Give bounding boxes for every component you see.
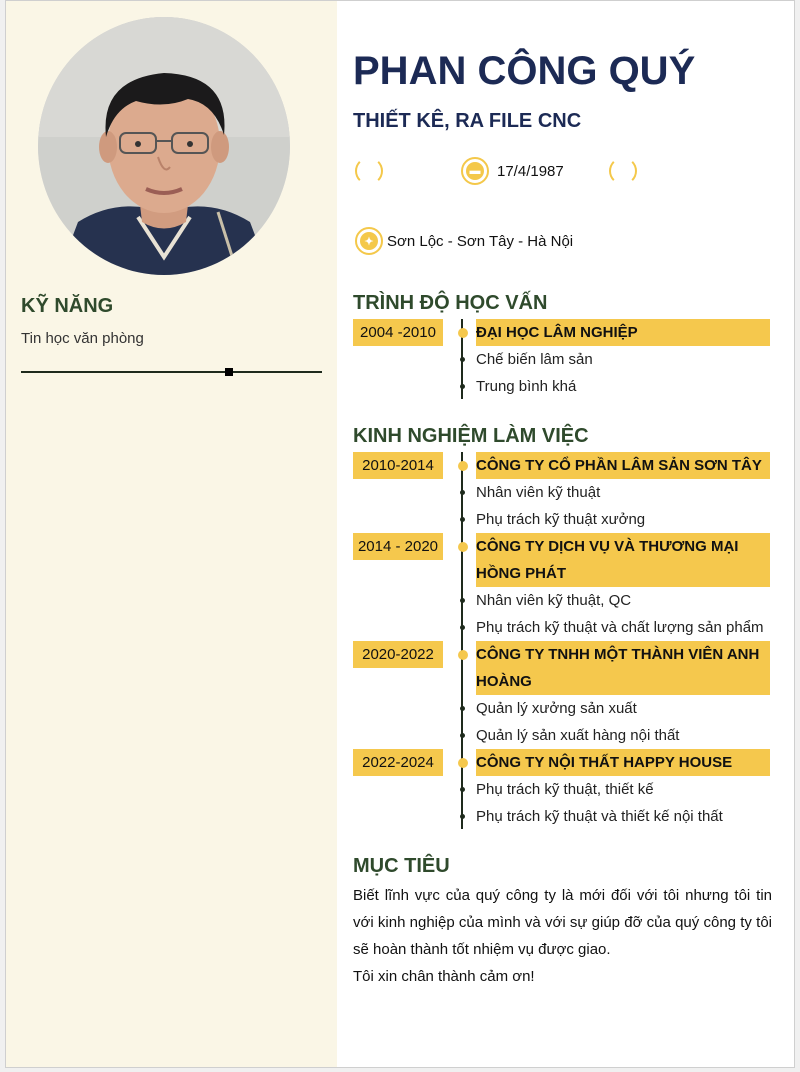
- timeline-dot: [458, 650, 468, 660]
- phone-info: [355, 157, 391, 185]
- bullet: [460, 517, 465, 522]
- experience-timeline: [461, 452, 463, 829]
- bullet: [460, 625, 465, 630]
- timeline-dot: [458, 758, 468, 768]
- education-period: 2004 -2010: [353, 319, 443, 346]
- skill-level-handle: [225, 368, 233, 376]
- education-school: ĐẠI HỌC LÂM NGHIỆP: [476, 319, 770, 346]
- experience-line: Quản lý sản xuất hàng nội thất: [476, 727, 680, 744]
- experience-company-line: HỒNG PHÁT: [476, 565, 566, 582]
- bullet: [460, 814, 465, 819]
- experience-company-line: CÔNG TY DỊCH VỤ VÀ THƯƠNG MẠI: [476, 538, 739, 555]
- experience-line: Phụ trách kỹ thuật, thiết kế: [476, 781, 654, 798]
- timeline-dot: [458, 328, 468, 338]
- objective-text: [353, 882, 772, 990]
- objective-title: MỤC TIÊU: [353, 855, 450, 877]
- skills-title: KỸ NĂNG: [21, 295, 114, 317]
- experience-company: CÔNG TY NỘI THẤT HAPPY HOUSE: [476, 749, 770, 776]
- job-title: THIẾT KÊ, RA FILE CNC: [353, 110, 582, 132]
- email-icon: [609, 157, 637, 185]
- experience-period: 2014 - 2020: [353, 533, 443, 560]
- timeline-dot: [458, 542, 468, 552]
- experience-period: 2010-2014: [353, 452, 443, 479]
- timeline-dot: [458, 461, 468, 471]
- experience-company: CÔNG TY CỔ PHẦN LÂM SẢN SƠN TÂY: [476, 452, 770, 479]
- bullet: [460, 787, 465, 792]
- education-title: TRÌNH ĐỘ HỌC VẤN: [353, 292, 548, 314]
- experience-company-line: HOÀNG: [476, 673, 532, 690]
- bullet: [460, 598, 465, 603]
- bullet: [460, 706, 465, 711]
- experience-title: KINH NGHIỆM LÀM VIỆC: [353, 425, 589, 447]
- experience-company: [476, 533, 770, 587]
- address-info: [355, 227, 573, 255]
- experience-company-line: CÔNG TY TNHH MỘT THÀNH VIÊN ANH: [476, 646, 760, 663]
- experience-line: Phụ trách kỹ thuật và thiết kế nội thất: [476, 808, 723, 825]
- address-value: Sơn Lộc - Sơn Tây - Hà Nội: [387, 232, 574, 250]
- full-name: PHAN CÔNG QUÝ: [353, 49, 696, 93]
- skill-name: Tin học văn phòng: [21, 330, 144, 347]
- map-icon: ✦: [355, 227, 383, 255]
- cake-icon: ▬: [461, 157, 489, 185]
- experience-line: Phụ trách kỹ thuật và chất lượng sản phẩm: [476, 619, 764, 636]
- education-line: Trung bình khá: [476, 378, 577, 395]
- skill-level-slider: [21, 371, 322, 373]
- experience-line: Nhân viên kỹ thuật, QC: [476, 592, 632, 609]
- bullet: [460, 733, 465, 738]
- objective-paragraph: Biết lĩnh vực của quý công ty là mới đối với tôi nhưng tôi tin với kinh nghiệp của mình và với sự giúp đỡ của quý công ty tôi sẽ hoàn thành tốt nhiệm vụ được giao.: [353, 887, 772, 958]
- experience-line: Nhân viên kỹ thuật: [476, 484, 601, 501]
- email-info: [609, 157, 645, 185]
- experience-company: [476, 641, 770, 695]
- bullet: [460, 357, 465, 362]
- experience-line: Phụ trách kỹ thuật xưởng: [476, 511, 646, 528]
- experience-period: 2020-2022: [353, 641, 443, 668]
- bullet: [460, 384, 465, 389]
- objective-closing: Tôi xin chân thành cảm ơn!: [353, 968, 535, 985]
- bullet: [460, 490, 465, 495]
- profile-photo: [38, 17, 290, 275]
- birthday-info: [461, 157, 564, 185]
- experience-line: Quản lý xưởng sản xuất: [476, 700, 637, 717]
- sidebar: [6, 1, 337, 1067]
- birthday-value: 17/4/1987: [497, 162, 564, 180]
- experience-period: 2022-2024: [353, 749, 443, 776]
- education-line: Chế biến lâm sản: [476, 351, 593, 368]
- phone-icon: [355, 157, 383, 185]
- cv-page: [5, 0, 795, 1068]
